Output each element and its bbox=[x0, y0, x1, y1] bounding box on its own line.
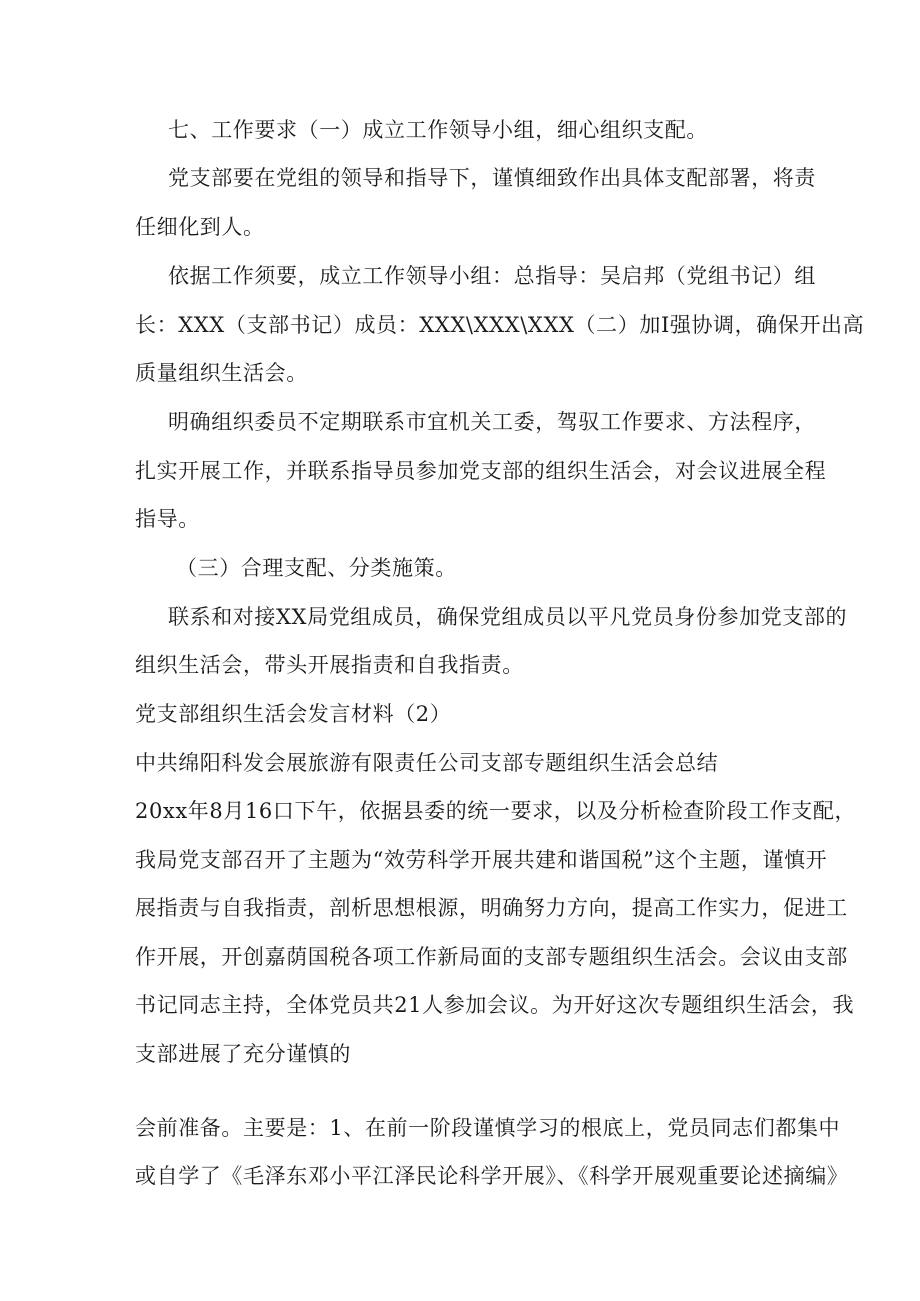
text-line: 联系和对接XX局党组成员，确保党组成员以平凡党员身份参加党支部的 bbox=[168, 605, 848, 629]
text-line: 作开展，开创嘉荫国税各项工作新局面的支部专题组织生活会。会议由支部 bbox=[135, 945, 848, 969]
text-line: 书记同志主持，全体党员共21人参加会议。为开好这次专题组织生活会，我 bbox=[135, 993, 855, 1017]
text-line: 我局党支部召开了主题为“效劳科学开展共建和谐国税”这个主题，谨慎开 bbox=[135, 848, 828, 872]
text-line: 组织生活会，带头开展指责和自我指责。 bbox=[135, 653, 524, 677]
text-line: 质量组织生活会。 bbox=[135, 361, 308, 385]
text-line: 20xx年8月16口下午，依据县委的统一要求，以及分析检查阶段工作支配， bbox=[135, 799, 857, 823]
text-line: 党支部要在党组的领导和指导下，谨慎细致作出具体支配部署，将责 bbox=[168, 166, 816, 190]
text-line: 依据工作须要，成立工作领导小组：总指导：吴启邦（党组书记）组 bbox=[168, 264, 816, 288]
text-line: （三）合理支配、分类施策。 bbox=[176, 556, 457, 580]
section-heading: 党支部组织生活会发言材料（2） bbox=[135, 702, 452, 726]
text-line: 或自学了《毛泽东邓小平江泽民论科学开展》、《科学开展观重要论述摘编》 bbox=[135, 1164, 849, 1188]
text-line: 会前准备。主要是：1、在前一阶段谨慎学习的根底上，党员同志们都集中 bbox=[135, 1116, 841, 1140]
text-line: 长：XXX（支部书记）成员：XXX\XXX\XXX（二）加I强协调，确保开出高 bbox=[135, 313, 865, 337]
text-line: 扎实开展工作，并联系指导员参加党支部的组织生活会，对会议进展全程 bbox=[135, 459, 827, 483]
text-line: 支部进展了充分谨慎的 bbox=[135, 1042, 351, 1066]
text-line: 任细化到人。 bbox=[135, 215, 265, 239]
section-subtitle: 中共绵阳科发会展旅游有限责任公司支部专题组织生活会总结 bbox=[135, 751, 719, 775]
text-line: 指导。 bbox=[135, 507, 200, 531]
text-line: 明确组织委员不定期联系市宜机关工委，驾驭工作要求、方法程序， bbox=[168, 410, 816, 434]
text-line: 展指责与自我指责，剖析思想根源，明确努力方向，提高工作实力，促进工 bbox=[135, 896, 848, 920]
text-line: 七、工作要求（一）成立工作领导小组，细心组织支配。 bbox=[168, 118, 708, 142]
